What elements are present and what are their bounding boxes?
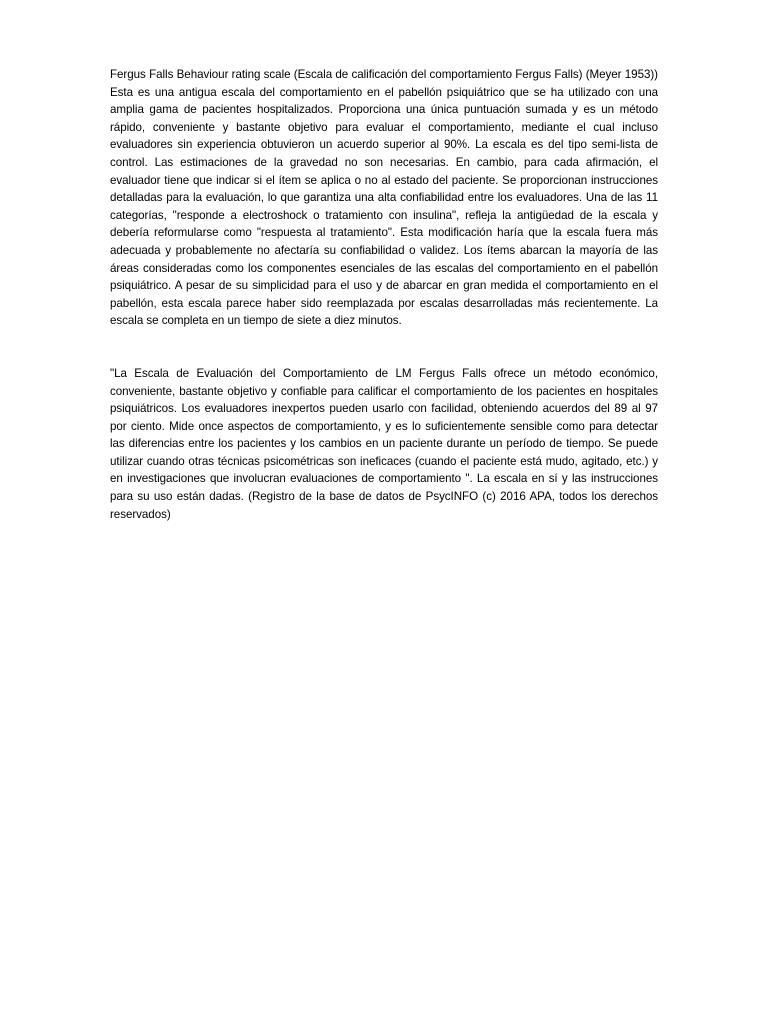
- paragraph-fergus-falls-description: Fergus Falls Behaviour rating scale (Escala de calificación del comportamiento Fergus Falls) (Meyer 1953)) Esta es una antigua escala del comportamiento en el pabellón psiquiátrico que se ha utilizado con una amplia gama de pacientes hospitalizados. Proporciona una única puntuación sumada y es un método rápido, conveniente y bastante objetivo para evaluar el comportamiento, mediante el cual incluso evaluadores sin experiencia obtuvieron un acuerdo superior al 90%. La escala es del tipo semi-lista de control. Las estimaciones de la gravedad no son necesarias. En cambio, para cada afirmación, el evaluador tiene que indicar si el ítem se aplica o no al estado del paciente. Se proporcionan instrucciones detalladas para la evaluación, lo que garantiza una alta confiabilidad entre los evaluadores. Una de las 11 categorías, "responde a electroshock o tratamiento con insulina", refleja la antigüedad de la escala y debería reformularse como "respuesta al tratamiento". Esta modificación haría que la escala fuera más adecuada y probablemente no afectaría su confiabilidad o validez. Los ítems abarcan la mayoría de las áreas consideradas como los componentes esenciales de las escalas del comportamiento en el pabellón psiquiátrico. A pesar de su simplicidad para el uso y de abarcar en gran medida el comportamiento en el pabellón, esta escala parece haber sido reemplazada por escalas desarrolladas más recientemente. La escala se completa en un tiempo de siete a diez minutos.: [110, 68, 658, 328]
- document-page: [110, 66, 658, 523]
- paragraph-psycinfo-abstract: "La Escala de Evaluación del Comportamiento de LM Fergus Falls ofrece un método económico, conveniente, bastante objetivo y confiable para calificar el comportamiento de los pacientes en hospitales psiquiátricos. Los evaluadores inexpertos pueden usarlo con facilidad, obteniendo acuerdos del 89 al 97 por ciento. Mide once aspectos de comportamiento, y es lo suficientemente sensible como para detectar las diferencias entre los pacientes y los cambios en un paciente durante un período de tiempo. Se puede utilizar cuando otras técnicas psicométricas son ineficaces (cuando el paciente está mudo, agitado, etc.) y en investigaciones que involucran evaluaciones de comportamiento ". La escala en sí y las instrucciones para su uso están dadas. (Registro de la base de datos de PsycINFO (c) 2016 APA, todos los derechos reservados): [110, 366, 658, 521]
